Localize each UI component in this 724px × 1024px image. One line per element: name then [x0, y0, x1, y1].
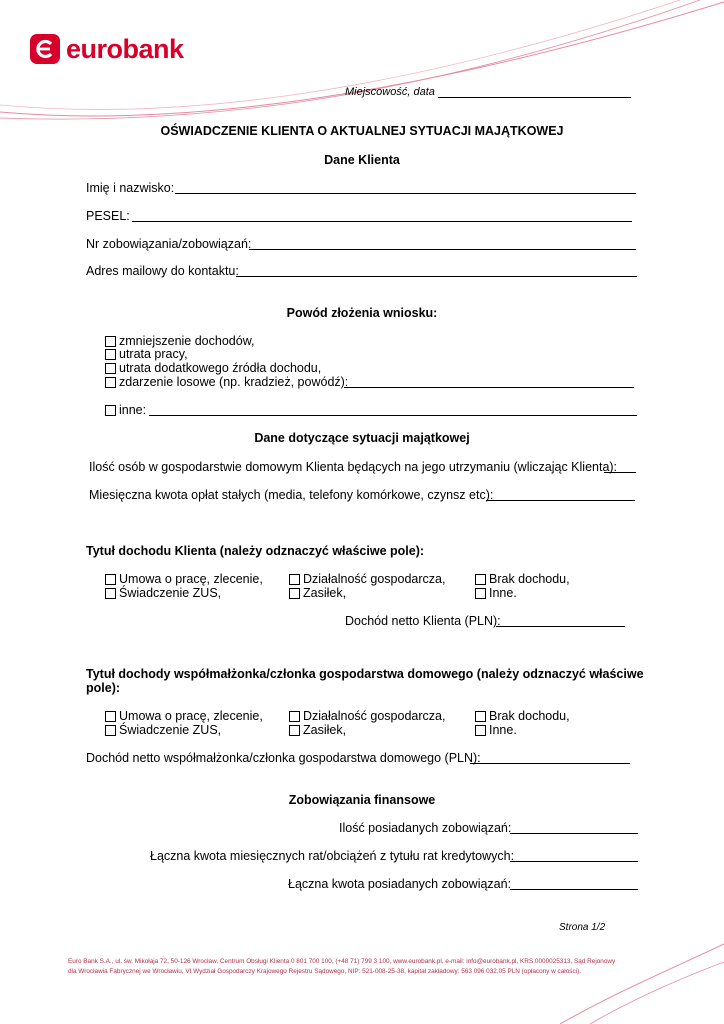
income-option[interactable]: Działalność gospodarcza,	[289, 709, 445, 723]
client-income-heading: Tytuł dochodu Klienta (należy odznaczyć właściwe pole):	[86, 544, 425, 558]
checkbox[interactable]	[105, 725, 116, 736]
fixed-costs-field[interactable]	[486, 500, 635, 501]
incident-field[interactable]	[344, 387, 634, 388]
pesel-label: PESEL:	[86, 209, 130, 223]
income-option[interactable]: Zasiłek,	[289, 586, 346, 600]
spouse-income-heading: Tytuł dochody współmałżonka/członka gospodarstwa domowego (należy odznaczyć właściwe	[86, 667, 644, 681]
reason-option[interactable]: zmniejszenie dochodów,	[105, 334, 255, 348]
income-option[interactable]: Brak dochodu,	[475, 709, 570, 723]
obligations-count-field[interactable]	[510, 833, 638, 834]
income-option[interactable]: Inne.	[475, 723, 517, 737]
financial-heading: Zobowiązania finansowe	[288, 793, 436, 807]
fixed-costs-label: Miesięczna kwota opłat stałych (media, telefony komórkowe, czynsz etc):	[89, 488, 494, 502]
checkbox[interactable]	[289, 588, 300, 599]
name-field[interactable]	[175, 193, 636, 194]
total-obligations-field[interactable]	[510, 889, 638, 890]
obligation-label: Nr zobowiązania/zobowiązań:	[86, 237, 252, 251]
page-number: Strona 1/2	[559, 922, 606, 933]
footer-line: Euro Bank S.A., ul. św. Mikołaja 72, 50-126 Wrocław, Centrum Obsługi Klienta 0 801 700 100, (+48 71) 799 3 100, www.eurobank.pl, e-mail: info@eurobank.pl, KRS 0000025313, Sąd Rejonowy	[68, 958, 616, 965]
monthly-installments-field[interactable]	[510, 861, 638, 862]
checkbox[interactable]	[105, 405, 116, 416]
eurobank-logo-icon	[30, 34, 60, 64]
property-heading: Dane dotyczące sytuacji majątkowej	[254, 431, 470, 445]
checkbox[interactable]	[289, 725, 300, 736]
checkbox[interactable]	[289, 574, 300, 585]
checkbox[interactable]	[105, 363, 116, 374]
checkbox[interactable]	[105, 377, 116, 388]
place-date-label: Miejscowość, data	[345, 86, 435, 98]
income-option[interactable]: Umowa o pracę, zlecenie,	[105, 572, 263, 586]
footer	[68, 957, 615, 977]
checkbox[interactable]	[105, 349, 116, 360]
place-date-field[interactable]	[438, 97, 631, 98]
client-section-heading: Dane Klienta	[324, 153, 400, 167]
reason-heading: Powód złożenia wniosku:	[286, 306, 438, 320]
total-obligations-label: Łączna kwota posiadanych zobowiązań:	[288, 877, 512, 891]
client-net-field[interactable]	[496, 626, 625, 627]
spouse-income-heading-cont: pole):	[86, 681, 121, 695]
client-net-label: Dochód netto Klienta (PLN):	[345, 614, 501, 628]
household-field[interactable]	[604, 472, 636, 473]
pesel-field[interactable]	[132, 221, 632, 222]
document-title: OŚWIADCZENIE KLIENTA O AKTUALNEJ SYTUACJI MAJĄTKOWEJ	[160, 124, 564, 138]
checkbox[interactable]	[475, 725, 486, 736]
obligations-count-label: Ilość posiadanych zobowiązań:	[339, 821, 512, 835]
income-option[interactable]: Inne.	[475, 586, 517, 600]
monthly-installments-label: Łączna kwota miesięcznych rat/obciążeń z tytułu rat kredytowych:	[150, 849, 515, 863]
reason-option[interactable]: utrata dodatkowego źródła dochodu,	[105, 361, 321, 375]
spouse-net-label: Dochód netto współmałżonka/członka gospodarstwa domowego (PLN):	[86, 751, 481, 765]
brand-name: eurobank	[66, 33, 184, 64]
obligation-field[interactable]	[249, 249, 636, 250]
email-field[interactable]	[236, 276, 637, 277]
email-label: Adres mailowy do kontaktu:	[86, 264, 239, 278]
eurobank-logo	[30, 32, 184, 66]
other-field[interactable]	[149, 415, 637, 416]
reason-other[interactable]: inne:	[105, 403, 146, 417]
reason-option[interactable]: zdarzenie losowe (np. kradzież, powódź):	[105, 375, 348, 389]
checkbox[interactable]	[105, 588, 116, 599]
checkbox[interactable]	[289, 711, 300, 722]
income-option[interactable]: Brak dochodu,	[475, 572, 570, 586]
checkbox[interactable]	[475, 574, 486, 585]
checkbox[interactable]	[105, 574, 116, 585]
footer-line: dla Wrocławia Fabrycznej we Wrocławiu, VI Wydział Gospodarczy Krajowego Rejestru Sądowego, NIP: 521-008-25-38, kapitał zakładowy: 563 096 032,05 PLN (opłacony w całości).	[68, 968, 581, 975]
income-option[interactable]: Działalność gospodarcza,	[289, 572, 445, 586]
name-label: Imię i nazwisko:	[86, 181, 175, 195]
checkbox[interactable]	[105, 336, 116, 347]
income-option[interactable]: Świadczenie ZUS,	[105, 586, 221, 600]
household-label: Ilość osób w gospodarstwie domowym Klienta będących na jego utrzymaniu (wliczając Klienta):	[89, 460, 618, 474]
checkbox[interactable]	[475, 588, 486, 599]
income-option[interactable]: Świadczenie ZUS,	[105, 723, 221, 737]
income-option[interactable]: Umowa o pracę, zlecenie,	[105, 709, 263, 723]
checkbox[interactable]	[105, 711, 116, 722]
reason-option[interactable]: utrata pracy,	[105, 347, 188, 361]
income-option[interactable]: Zasiłek,	[289, 723, 346, 737]
checkbox[interactable]	[475, 711, 486, 722]
spouse-net-field[interactable]	[470, 763, 630, 764]
